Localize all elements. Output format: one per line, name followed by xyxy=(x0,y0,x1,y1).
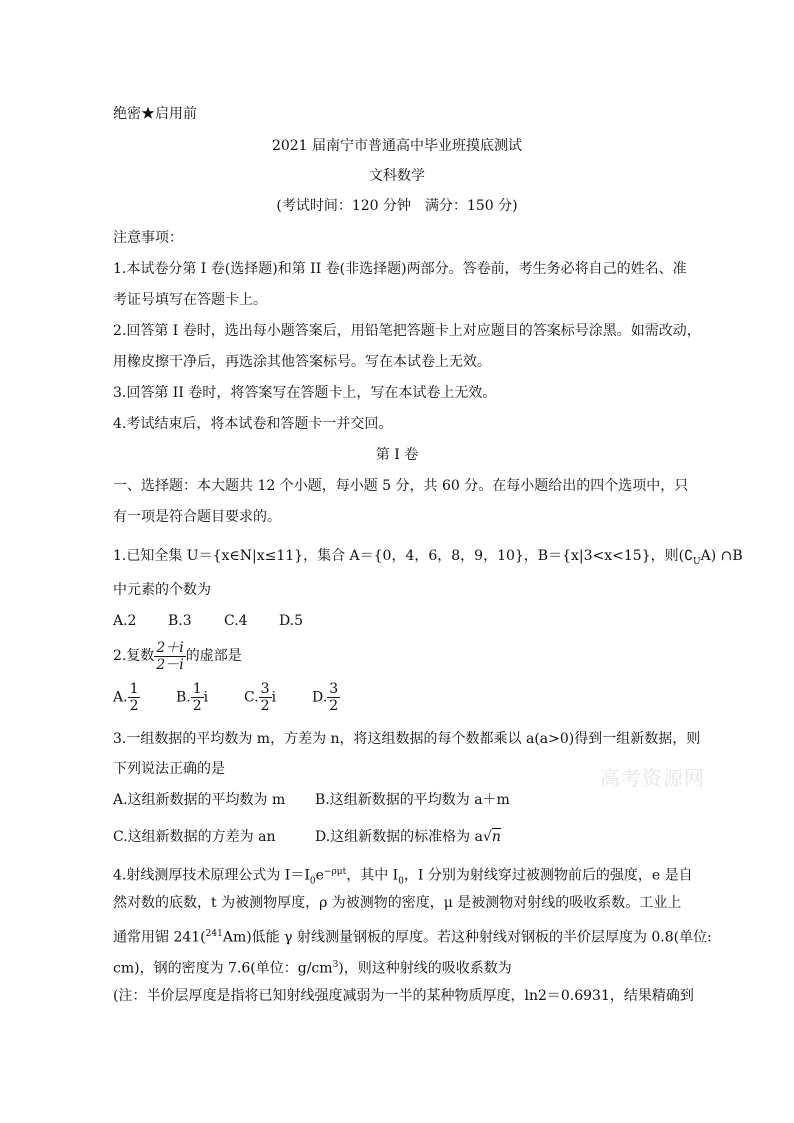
option-numerator: 1 xyxy=(192,681,202,697)
q4-line-4-text: cm)，钢的密度为 7.6(单位：g/cm xyxy=(113,960,333,977)
option-denominator: 2 xyxy=(129,698,139,714)
option-letter: C. xyxy=(244,689,259,706)
watermark: 高考资源网 xyxy=(600,766,705,790)
part-1-title: 第 I 卷 xyxy=(375,447,419,463)
question-3-option-a[interactable]: A.这组新数据的平均数为 m xyxy=(113,792,286,808)
q4-line-1-mid: ，其中 I xyxy=(346,867,399,884)
note-1-line-1: 1.本试卷分第 I 卷(选择题)和第 II 卷(非选择题)两部分。答卷前，考生务必将自己的姓名、准 xyxy=(113,261,687,277)
complement-subscript: U xyxy=(692,556,701,567)
isotope-superscript: 241 xyxy=(205,929,223,939)
option-fraction xyxy=(128,681,141,714)
question-4-line-2: 然对数的底数，t 为被测物厚度，ρ 为被测物的密度，μ 是被测物对射线的吸收系数。工业上 xyxy=(113,895,682,911)
option-denominator: 2 xyxy=(192,698,202,714)
part-1-intro-line-1: 一、选择题：本大题共 12 个小题，每小题 5 分，共 60 分。在每小题给出的四个选项中，只 xyxy=(113,478,689,494)
option-letter: D. xyxy=(312,689,328,706)
option-fraction xyxy=(259,681,272,714)
question-1-stem-text: 1.已知全集 U＝{x∈N|x≤11}，集合 A＝{0，4，6，8，9，10}，B＝{x|3<x<15}，则(∁ xyxy=(113,548,693,564)
question-3-stem-line-1: 3.一组数据的平均数为 m，方差为 n，将这组数据的每个数都乘以 a(a>0)得到一组新数据，则 xyxy=(113,731,701,747)
question-1-option-b[interactable]: B.3 xyxy=(168,613,192,629)
question-3-option-d[interactable] xyxy=(315,827,501,847)
note-2-line-2: 用橡皮擦干净后，再选涂其他答案标号。写在本试卷上无效。 xyxy=(113,354,491,370)
note-2-line-1: 2.回答第 I 卷时，选出每小题答案后，用铅笔把答题卡上对应题目的答案标号涂黑。如需改动， xyxy=(113,323,701,339)
question-2-option-d[interactable] xyxy=(312,681,340,714)
option-fraction xyxy=(191,681,204,714)
exam-subject: 文科数学 xyxy=(369,168,425,184)
q4-line-1-rest: ，I 分别为射线穿过被测物前后的强度，e 是自 xyxy=(403,867,693,884)
question-3-option-c[interactable]: C.这组新数据的方差为 an xyxy=(113,829,276,845)
unit-superscript: 3 xyxy=(332,960,339,970)
option-tail: i xyxy=(203,689,209,706)
exp-base: e xyxy=(315,867,324,884)
option-letter: B. xyxy=(176,689,191,706)
option-denominator: 2 xyxy=(260,698,270,714)
question-2-option-b[interactable] xyxy=(176,681,208,714)
question-1-option-c[interactable]: C.4 xyxy=(224,613,248,629)
question-1-stem-line-2: 中元素的个数为 xyxy=(113,582,211,598)
option-numerator: 1 xyxy=(129,681,139,697)
question-1-option-a[interactable]: A.2 xyxy=(113,613,137,629)
notes-heading: 注意事项： xyxy=(113,230,183,246)
option-tail: i xyxy=(271,689,277,706)
q4-line-3-text: 通常用镅 241( xyxy=(113,929,206,946)
exam-title: 2021 届南宁市普通高中毕业班摸底测试 xyxy=(271,138,523,154)
option-numerator: 3 xyxy=(329,681,339,697)
complex-fraction xyxy=(154,640,185,673)
question-4-line-5: (注：半价层厚度是指将已知射线强度减弱为一半的某种物质厚度，ln2＝0.6931，结果精确到 xyxy=(113,988,694,1004)
q4-line-4-rest: )，则这种射线的吸收系数为 xyxy=(338,960,512,977)
complex-fraction-denominator: 2－i xyxy=(156,656,184,673)
question-4-line-1 xyxy=(113,862,693,891)
i0-subscript: 0 xyxy=(309,876,316,887)
complex-fraction-numerator: 2＋i xyxy=(156,639,184,656)
option-numerator: 3 xyxy=(260,681,270,697)
exam-time-info: (考试时间：120 分钟 满分：150 分) xyxy=(276,198,518,214)
question-3-option-b[interactable]: B.这组新数据的平均数为 a＋m xyxy=(315,792,510,808)
option-letter: A. xyxy=(113,689,128,706)
question-2-stem xyxy=(113,638,242,674)
question-1-option-d[interactable]: D.5 xyxy=(279,613,304,629)
q4-line-1-text: 4.射线测厚技术原理公式为 I＝I xyxy=(113,867,310,884)
note-4: 4.考试结束后，将本试卷和答题卡一并交回。 xyxy=(113,416,393,432)
option-fraction xyxy=(327,681,340,714)
note-1-line-2: 考证号填写在答题卡上。 xyxy=(113,292,267,308)
question-3-stem-line-2: 下列说法正确的是 xyxy=(113,761,225,777)
question-4-line-3 xyxy=(113,924,712,948)
question-4-line-4 xyxy=(113,955,512,979)
part-1-intro-line-2: 有一项是符合题目要求的。 xyxy=(113,509,281,525)
question-2-suffix: 的虚部是 xyxy=(185,648,242,664)
i0-subscript-2: 0 xyxy=(398,876,404,887)
question-1-stem-tail: A) ∩B xyxy=(700,548,743,564)
sqrt-symbol: √ xyxy=(482,829,492,845)
q4-line-3-rest: Am)低能 γ 射线测量钢板的厚度。若这种射线对钢板的半价层厚度为 0.8(单位: xyxy=(222,929,712,946)
option-denominator: 2 xyxy=(329,698,339,714)
sqrt-radicand: n xyxy=(491,829,501,845)
note-3: 3.回答第 II 卷时，将答案写在答题卡上，写在本试卷上无效。 xyxy=(113,385,497,401)
question-2-option-a[interactable] xyxy=(113,681,140,714)
question-2-option-c[interactable] xyxy=(244,681,276,714)
question-1-stem xyxy=(113,546,743,572)
option-d-text: D.这组新数据的标准格为 a xyxy=(315,829,483,845)
secret-label: 绝密★启用前 xyxy=(113,106,197,122)
exp-superscript: −ρμt xyxy=(323,867,347,877)
question-2-prefix: 2.复数 xyxy=(113,648,155,664)
